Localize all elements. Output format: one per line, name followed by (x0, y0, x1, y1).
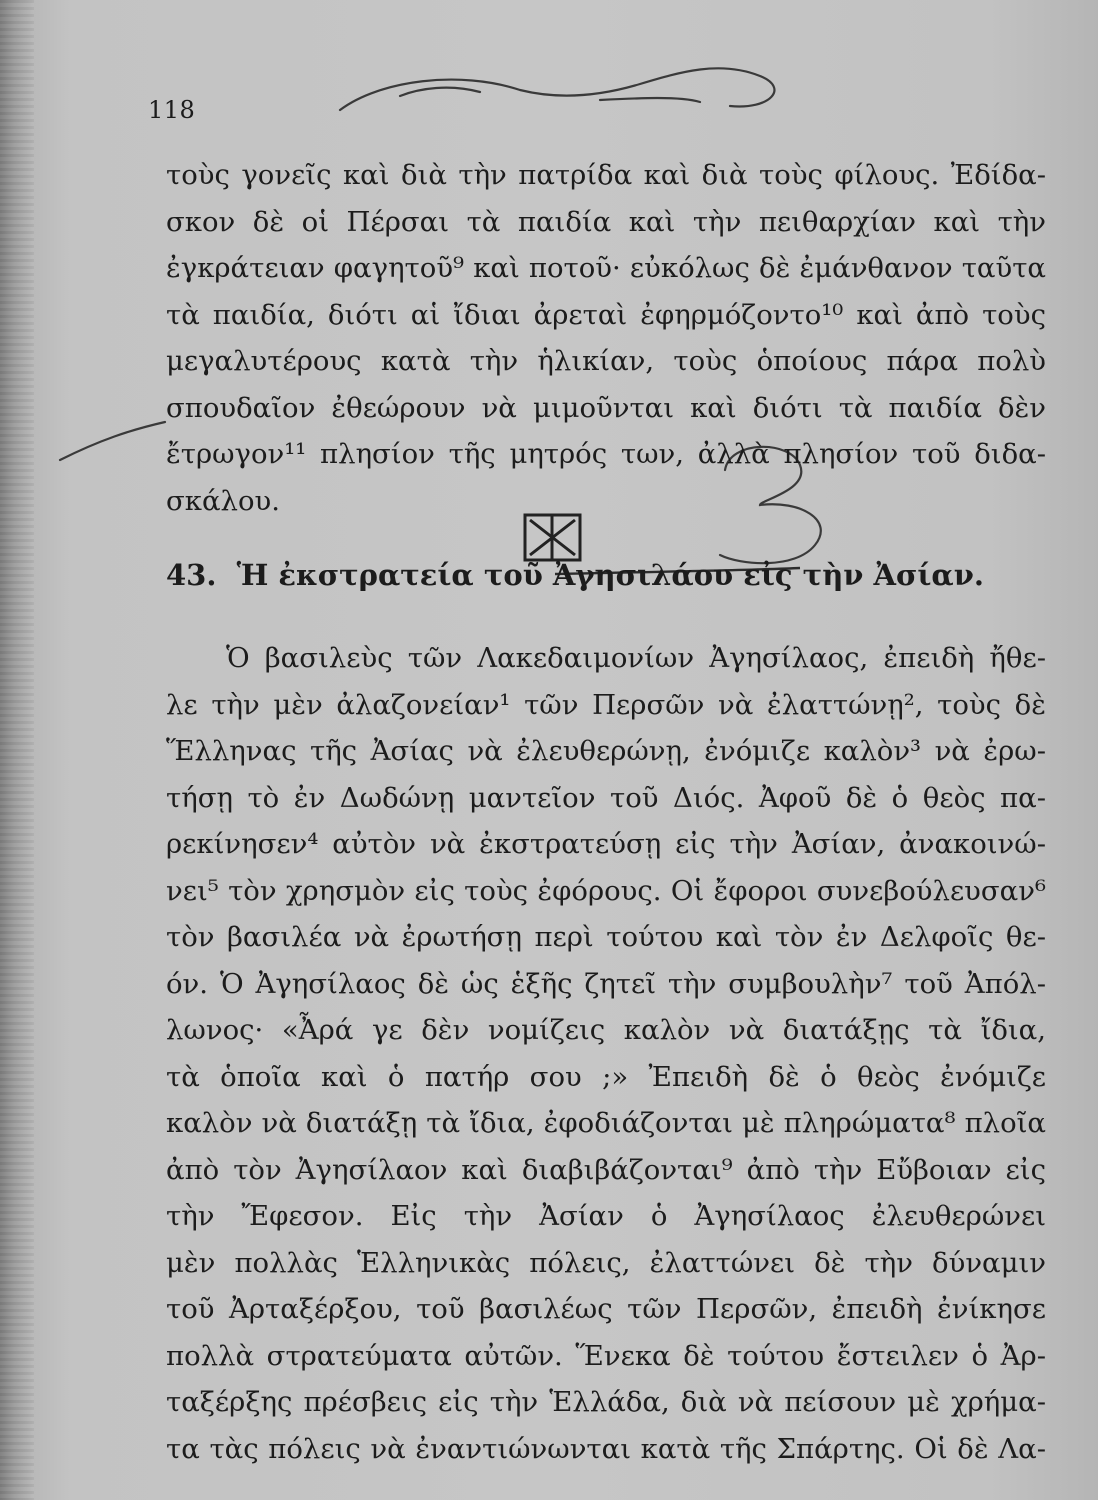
text-line: ταξέρξης πρέσβεις εἰς τὴν Ἑλλάδα, διὰ νὰ πείσουν μὲ χρήμα- (166, 1386, 1046, 1418)
section-title: Ἡ ἐκστρατεία τοῦ Ἀγησιλάου εἰς τὴν Ἀσίαν. (236, 558, 984, 592)
text-line: τὴν Ἔφεσον. Εἰς τὴν Ἀσίαν ὁ Ἀγησίλαος ἐλευθερώνει (166, 1200, 1046, 1232)
page-number: 118 (148, 96, 196, 124)
page-binding-edge (0, 0, 34, 1500)
text-line: Ἕλληνας τῆς Ἀσίας νὰ ἐλευθερώνῃ, ἐνόμιζε καλὸν³ νὰ ἐρω- (166, 735, 1046, 767)
text-line: ρεκίνησεν⁴ αὐτὸν νὰ ἐκστρατεύσῃ εἰς τὴν Ἀσίαν, ἀνακοινώ- (166, 828, 1046, 860)
text-line: τὸν βασιλέα νὰ ἐρωτήσῃ περὶ τούτου καὶ τὸν ἐν Δελφοῖς θε- (166, 921, 1046, 953)
margin-bracket (60, 422, 165, 460)
paragraph-continued (166, 152, 1046, 524)
text-line: λε τὴν μὲν ἀλαζονείαν¹ τῶν Περσῶν νὰ ἐλαττώνῃ², τοὺς δὲ (166, 688, 1046, 721)
top-scribble-2 (400, 88, 700, 102)
text-line: τὰ ὁποῖα καὶ ὁ πατήρ σου ;» Ἐπειδὴ δὲ ὁ θεὸς ἐνόμιζε (166, 1060, 1046, 1093)
text-line: Ὁ βασιλεὺς τῶν Λακεδαιμονίων Ἀγησίλαος, ἐπειδὴ ἤθε- (226, 642, 1046, 674)
text-line: σκάλου. (166, 484, 280, 517)
text-line: ἔτρωγον¹¹ πλησίον τῆς μητρός των, ἀλλὰ πλησίον τοῦ διδα- (166, 438, 1046, 470)
text-line: σπουδαῖον ἐθεώρουν νὰ μιμοῦνται καὶ διότι τὰ παιδία δὲν (166, 391, 1046, 424)
text-line: ἀπὸ τὸν Ἀγησίλαον καὶ διαβιβάζονται⁹ ἀπὸ τὴν Εὔβοιαν εἰς (166, 1153, 1046, 1186)
text-line: τήσῃ τὸ ἐν Δωδώνῃ μαντεῖον τοῦ Διός. Ἀφοῦ δὲ ὁ θεὸς πα- (166, 781, 1046, 814)
text-line: τὰ παιδία, διότι αἱ ἴδιαι ἀρεταὶ ἐφηρμόζοντο¹⁰ καὶ ἀπὸ τοὺς (166, 298, 1046, 331)
section-number: 43. (166, 558, 217, 592)
text-line: σκον δὲ οἱ Πέρσαι τὰ παιδία καὶ τὴν πειθαρχίαν καὶ τὴν (166, 205, 1046, 238)
text-line: ἐγκράτειαν φαγητοῦ⁹ καὶ ποτοῦ· εὐκόλως δὲ ἐμάνθανον ταῦτα (166, 252, 1046, 284)
section-body-paragraph (166, 635, 1046, 1472)
text-line: τοῦ Ἀρταξέρξου, τοῦ βασιλέως τῶν Περσῶν, ἐπειδὴ ἐνίκησε (166, 1293, 1046, 1325)
text-line: νει⁵ τὸν χρησμὸν εἰς τοὺς ἐφόρους. Οἱ ἔφοροι συνεβούλευσαν⁶ (166, 874, 1046, 907)
text-line: καλὸν νὰ διατάξῃ τὰ ἴδια, ἐφοδιάζονται μὲ πληρώματα⁸ πλοῖα (166, 1107, 1046, 1139)
text-line: μὲν πολλὰς Ἑλληνικὰς πόλεις, ἐλαττώνει δὲ τὴν δύναμιν (166, 1246, 1046, 1279)
text-line: τα τὰς πόλεις νὰ ἐναντιώνωνται κατὰ τῆς Σπάρτης. Οἱ δὲ Λα- (166, 1432, 1046, 1465)
text-line: πολλὰ στρατεύματα αὐτῶν. Ἕνεκα δὲ τούτου ἔστειλεν ὁ Ἀρ- (166, 1339, 1046, 1372)
text-line: λωνος· «Ἆρά γε δὲν νομίζεις καλὸν νὰ διατάξῃς τὰ ἴδια, (166, 1014, 1046, 1046)
text-line: τοὺς γονεῖς καὶ διὰ τὴν πατρίδα καὶ διὰ τοὺς φίλους. Ἐδίδα- (166, 159, 1046, 191)
text-line: μεγαλυτέρους κατὰ τὴν ἡλικίαν, τοὺς ὁποίους πάρα πολὺ (166, 345, 1046, 377)
top-scribble (340, 68, 774, 110)
section-heading (166, 550, 1046, 600)
text-line: όν. Ὁ Ἀγησίλαος δὲ ὡς ἑξῆς ζητεῖ τὴν συμβουλὴν⁷ τοῦ Ἀπόλ- (166, 967, 1046, 1000)
